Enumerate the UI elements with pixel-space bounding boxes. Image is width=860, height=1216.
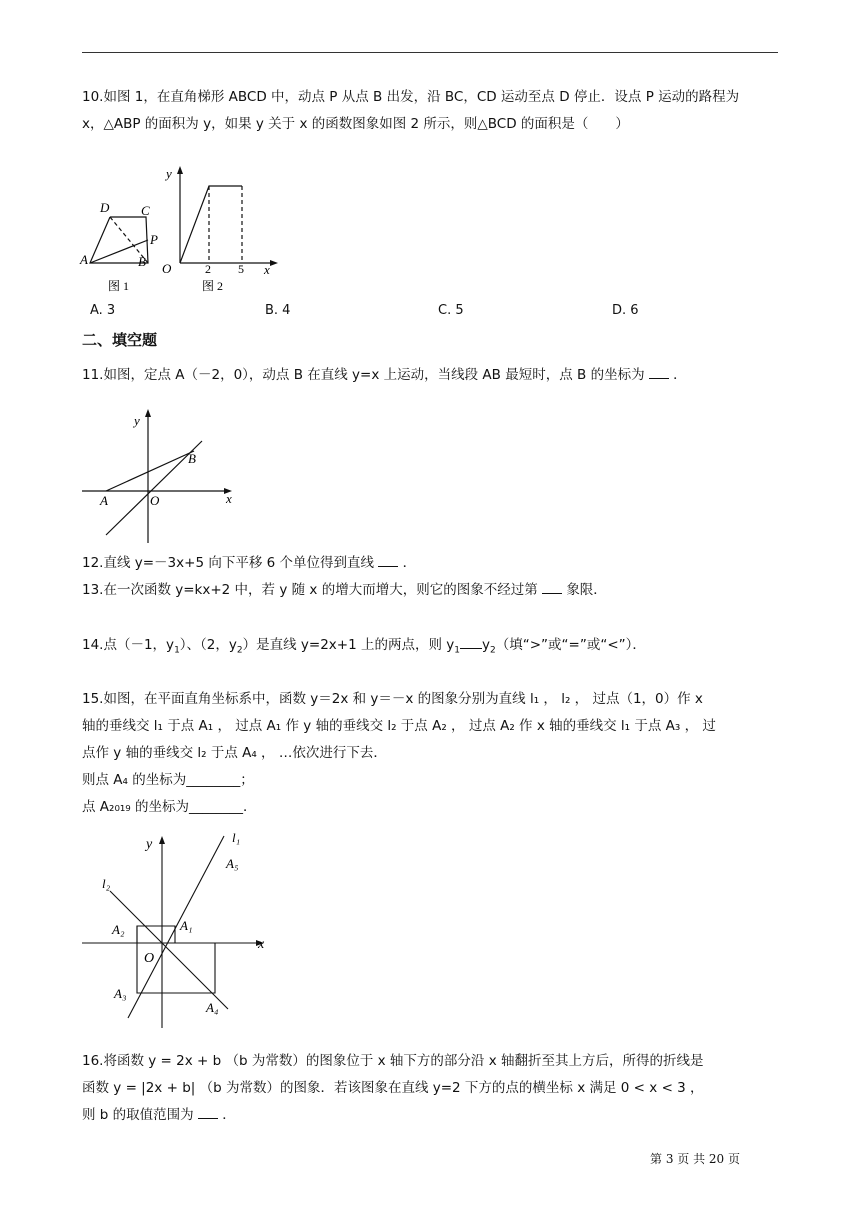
- option-c: C. 5: [438, 303, 464, 318]
- q16-blank: [198, 1104, 218, 1119]
- q15-a2-label: A₂: [112, 922, 125, 937]
- q11-y-label: y: [134, 413, 140, 428]
- q15-a5-label: A₅: [226, 856, 239, 871]
- page-footer: 第 3 页 共 20 页: [650, 1152, 740, 1166]
- fig2-tick-2: 2: [205, 262, 211, 276]
- q11-origin: O: [150, 493, 160, 508]
- q14-sub3: 1: [454, 645, 461, 656]
- fig1-point-b: B: [138, 254, 146, 269]
- q15-line2: 轴的垂线交 l₁ 于点 A₁ ， 过点 A₁ 作 y 轴的垂线交 l₂ 于点 A₂ ， 过点 A₂ 作 x 轴的垂线交 l₁ 于点 A₃ ， 过: [82, 718, 716, 734]
- q14-part4: （填“>”或“=”或“<”）．: [495, 637, 646, 653]
- q12-text-after: ．: [402, 555, 417, 571]
- q13-text: [82, 577, 782, 603]
- q14-sub1: 1: [174, 645, 180, 656]
- header-rule: [82, 52, 778, 53]
- q11-point-b: B: [188, 451, 196, 466]
- q15-l2-label: l₂: [102, 876, 111, 891]
- q12-text-before: 12.直线 y=－3x+5 向下平移 6 个单位得到直线: [82, 555, 375, 571]
- q14-sub4: 2: [490, 645, 496, 656]
- q11-figure: [78, 405, 248, 545]
- q13-text-before: 13.在一次函数 y=kx+2 中，若 y 随 x 的增大而增大，则它的图象不经过第: [82, 582, 538, 598]
- q16-line3-before: 则 b 的取值范围为: [82, 1107, 194, 1123]
- q14-blank: [460, 634, 482, 649]
- q12-text: [82, 550, 782, 576]
- q14-sub2: 2: [236, 645, 243, 656]
- q13-text-after: 象限．: [566, 582, 607, 598]
- q14-part3: ）是直线 y=2x+1 上的两点，则 y: [242, 637, 455, 653]
- fig2-y-label: y: [166, 166, 172, 181]
- q15-origin: O: [144, 951, 155, 966]
- fig2-x-label: x: [264, 262, 270, 277]
- option-d: D. 6: [612, 303, 639, 318]
- q16-line1: 16.将函数 y = 2x + b （b 为常数）的图象位于 x 轴下方的部分沿 x 轴翻折至其上方后，所得的折线是: [82, 1053, 704, 1069]
- section-title: 二、填空题: [82, 331, 158, 349]
- q15-line1: 15.如图，在平面直角坐标系中，函数 y＝2x 和 y＝－x 的图象分别为直线 l₁ ， l₂ ， 过点（1，0）作 x: [82, 691, 703, 707]
- fig1-caption: 图 1: [108, 279, 130, 293]
- q14-text: [82, 632, 782, 664]
- q16-line3: [82, 1102, 782, 1128]
- q15-line3: 点作 y 轴的垂线交 l₂ 于点 A₄ ， …依次进行下去．: [82, 745, 387, 761]
- q15-line4: 则点 A₄ 的坐标为________；: [82, 772, 254, 788]
- q15-a3-label: A₃: [114, 986, 127, 1001]
- q15-line5: 点 A₂₀₁₉ 的坐标为________．: [82, 799, 257, 815]
- option-a: A. 3: [90, 303, 116, 318]
- q11-x-label: x: [226, 491, 232, 506]
- q11-text: [82, 362, 782, 388]
- q10-line1: 10.如图 1，在直角梯形 ABCD 中，动点 P 从点 B 出发，沿 BC，CD 运动至点 D 停止．设点 P 运动的路程为: [82, 89, 740, 105]
- option-b: B. 4: [265, 303, 291, 318]
- q11-text-after: ．: [673, 367, 687, 383]
- fig2-graph: [180, 172, 274, 263]
- q15-figure: [82, 828, 272, 1038]
- q11-text-before: 11.如图，定点 A（－2，0），动点 B 在直线 y=x 上运动，当线段 AB 最短时，点 B 的坐标为: [82, 367, 645, 383]
- fig2-caption: 图 2: [202, 279, 224, 293]
- q14-part2: ）、（2，y: [179, 637, 237, 653]
- q11-point-a: A: [100, 493, 108, 508]
- q15-y-label: y: [146, 837, 153, 852]
- q14-part1: 14.点（－1，y: [82, 637, 175, 653]
- q10-figure: [78, 160, 288, 300]
- q13-blank: [542, 579, 562, 594]
- q15-a1-label: A₁: [180, 918, 193, 933]
- q14-y: y: [482, 637, 491, 653]
- q12-blank: [378, 552, 398, 567]
- fig1-point-a: A: [80, 252, 88, 267]
- q16-line2: 函数 y = |2x + b| （b 为常数）的图象．若该图象在直线 y=2 下方的点的横坐标 x 满足 0 < x < 3 ，: [82, 1080, 704, 1096]
- q15-x-label: x: [258, 937, 265, 952]
- fig2-tick-5: 5: [238, 262, 244, 276]
- q10-line2: x，△ABP 的面积为 y，如果 y 关于 x 的函数图象如图 2 所示，则△BCD 的面积是（ ）: [82, 116, 629, 132]
- fig2-origin: O: [162, 261, 172, 276]
- fig1-point-d: D: [100, 200, 110, 215]
- q16-line3-after: ．: [222, 1107, 236, 1123]
- q15-l1-label: l₁: [232, 830, 241, 845]
- fig1-point-c: C: [141, 203, 150, 218]
- q15-a4-label: A₄: [206, 1000, 219, 1015]
- q11-blank: [649, 364, 669, 379]
- fig1-point-p: P: [150, 232, 158, 247]
